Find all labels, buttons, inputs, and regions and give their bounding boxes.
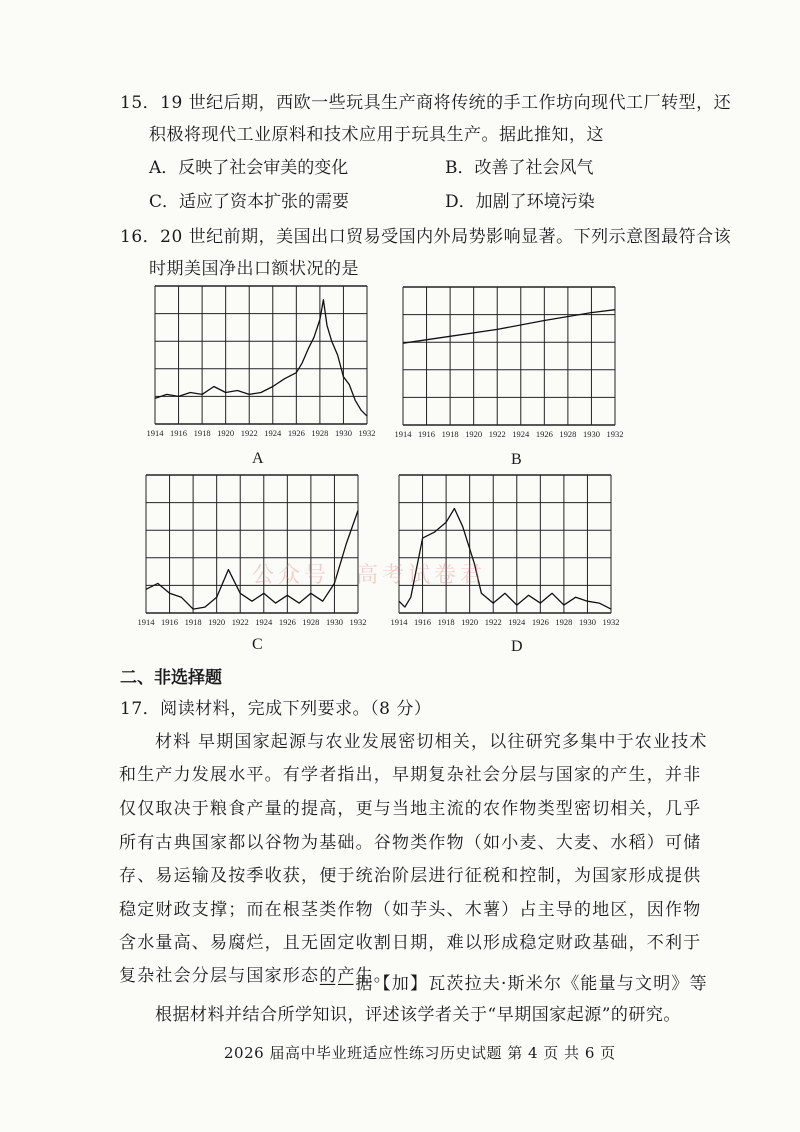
material-line: 材料 早期国家起源与农业发展密切相关，以往研究多集中于农业技术 — [155, 732, 708, 752]
chart-tick-label: 1920 — [217, 428, 235, 438]
q15-option-b: B．改善了社会风气 — [445, 158, 594, 178]
page-footer: 2026 届高中毕业班适应性练习历史试题 第 4 页 共 6 页 — [224, 1044, 616, 1062]
chart-tick-label: 1914 — [390, 617, 408, 627]
chart-c — [137, 473, 367, 633]
chart-grid — [146, 475, 358, 613]
chart-tick-label: 1920 — [208, 617, 226, 627]
chart-tick-label: 1924 — [264, 428, 282, 438]
q15-option-d: D．加剧了环境污染 — [445, 192, 595, 212]
chart-series-line — [155, 300, 367, 416]
chart-tick-label: 1916 — [161, 617, 179, 627]
chart-tick-label: 1924 — [508, 617, 526, 627]
section-title: 二、非选择题 — [120, 668, 222, 687]
chart-tick-label: 1922 — [240, 428, 258, 438]
chart-tick-label: 1914 — [394, 429, 412, 439]
q17-title: 17．阅读材料，完成下列要求。（8 分） — [120, 699, 432, 719]
chart-c-label: C — [252, 636, 263, 653]
chart-tick-label: 1914 — [146, 428, 164, 438]
chart-tick-label: 1918 — [437, 617, 455, 627]
watermark: 公众号：高考试卷君 — [252, 563, 487, 588]
chart-tick-label: 1924 — [512, 429, 530, 439]
chart-tick-label: 1920 — [465, 429, 483, 439]
chart-a-svg — [146, 284, 376, 444]
chart-tick-label: 1932 — [606, 429, 624, 439]
chart-tick-label: 1916 — [418, 429, 436, 439]
chart-c-svg — [137, 473, 367, 633]
chart-b — [394, 285, 624, 445]
chart-tick-label: 1922 — [231, 617, 249, 627]
chart-tick-label: 1930 — [325, 617, 343, 627]
chart-a-label: A — [252, 450, 264, 467]
chart-a — [146, 284, 376, 444]
chart-tick-label: 1916 — [414, 617, 432, 627]
q15-option-a: A．反映了社会审美的变化 — [149, 158, 349, 178]
chart-d — [390, 473, 620, 633]
chart-grid — [155, 286, 367, 424]
chart-tick-label: 1930 — [578, 617, 596, 627]
chart-tick-label: 1922 — [488, 429, 506, 439]
chart-d-svg — [390, 473, 620, 633]
chart-tick-label: 1932 — [358, 428, 376, 438]
chart-tick-label: 1930 — [582, 429, 600, 439]
chart-tick-label: 1932 — [602, 617, 620, 627]
chart-tick-label: 1926 — [278, 617, 296, 627]
chart-grid — [399, 475, 611, 613]
chart-tick-label: 1928 — [555, 617, 573, 627]
material-line: 稳定财政支撑；而在根茎类作物（如芋头、木薯）占主导的地区，因作物 — [119, 900, 702, 920]
chart-tick-label: 1918 — [441, 429, 459, 439]
chart-tick-label: 1932 — [349, 617, 367, 627]
material-line: 存、易运输及按季收获，便于统治阶层进行征税和控制，为国家形成提供 — [119, 866, 702, 886]
material-line: 仅仅取决于粮食产量的提高，更与当地主流的农作物类型密切相关，几乎 — [119, 799, 702, 819]
chart-tick-label: 1922 — [484, 617, 502, 627]
q15-line2: 积极将现代工业原料和技术应用于玩具生产。据此推知，这 — [149, 125, 604, 145]
chart-tick-label: 1926 — [535, 429, 553, 439]
chart-b-svg — [394, 285, 624, 445]
q15-line1: 15．19 世纪后期，西欧一些玩具生产商将传统的手工作坊向现代工厂转型，还 — [120, 93, 732, 113]
chart-tick-label: 1918 — [184, 617, 202, 627]
material-line: 含水量高、易腐烂，且无固定收割日期，难以形成稳定财政基础，不利于 — [119, 933, 702, 953]
chart-tick-label: 1920 — [461, 617, 479, 627]
chart-tick-label: 1928 — [559, 429, 577, 439]
chart-d-label: D — [511, 638, 523, 655]
chart-tick-label: 1918 — [193, 428, 211, 438]
q17-source: ——据【加】瓦茨拉夫·斯米尔《能量与文明》等 — [319, 974, 708, 994]
material-line: 和生产力发展水平。有学者指出，早期复杂社会分层与国家的产生，并非 — [119, 765, 702, 785]
chart-tick-label: 1928 — [311, 428, 329, 438]
chart-tick-label: 1926 — [287, 428, 305, 438]
q16-line2: 时期美国净出口额状况的是 — [149, 259, 359, 279]
chart-tick-label: 1916 — [170, 428, 188, 438]
material-line: 复杂社会分层与国家形态的产生。 — [119, 966, 392, 986]
chart-b-label: B — [511, 451, 522, 468]
chart-tick-label: 1926 — [531, 617, 549, 627]
chart-tick-label: 1928 — [302, 617, 320, 627]
q15-option-c: C．适应了资本扩张的需要 — [149, 192, 350, 212]
q16-line1: 16．20 世纪前期，美国出口贸易受国内外局势影响显著。下列示意图最符合该 — [120, 227, 732, 247]
q17-requirement: 根据材料并结合所学知识，评述该学者关于“早期国家起源”的研究。 — [155, 1005, 681, 1025]
chart-tick-label: 1930 — [334, 428, 352, 438]
chart-tick-label: 1924 — [255, 617, 273, 627]
material-line: 所有古典国家都以谷物为基础。谷物类作物（如小麦、大麦、水稻）可储 — [119, 833, 702, 853]
chart-grid — [403, 287, 615, 425]
chart-tick-label: 1914 — [137, 617, 155, 627]
